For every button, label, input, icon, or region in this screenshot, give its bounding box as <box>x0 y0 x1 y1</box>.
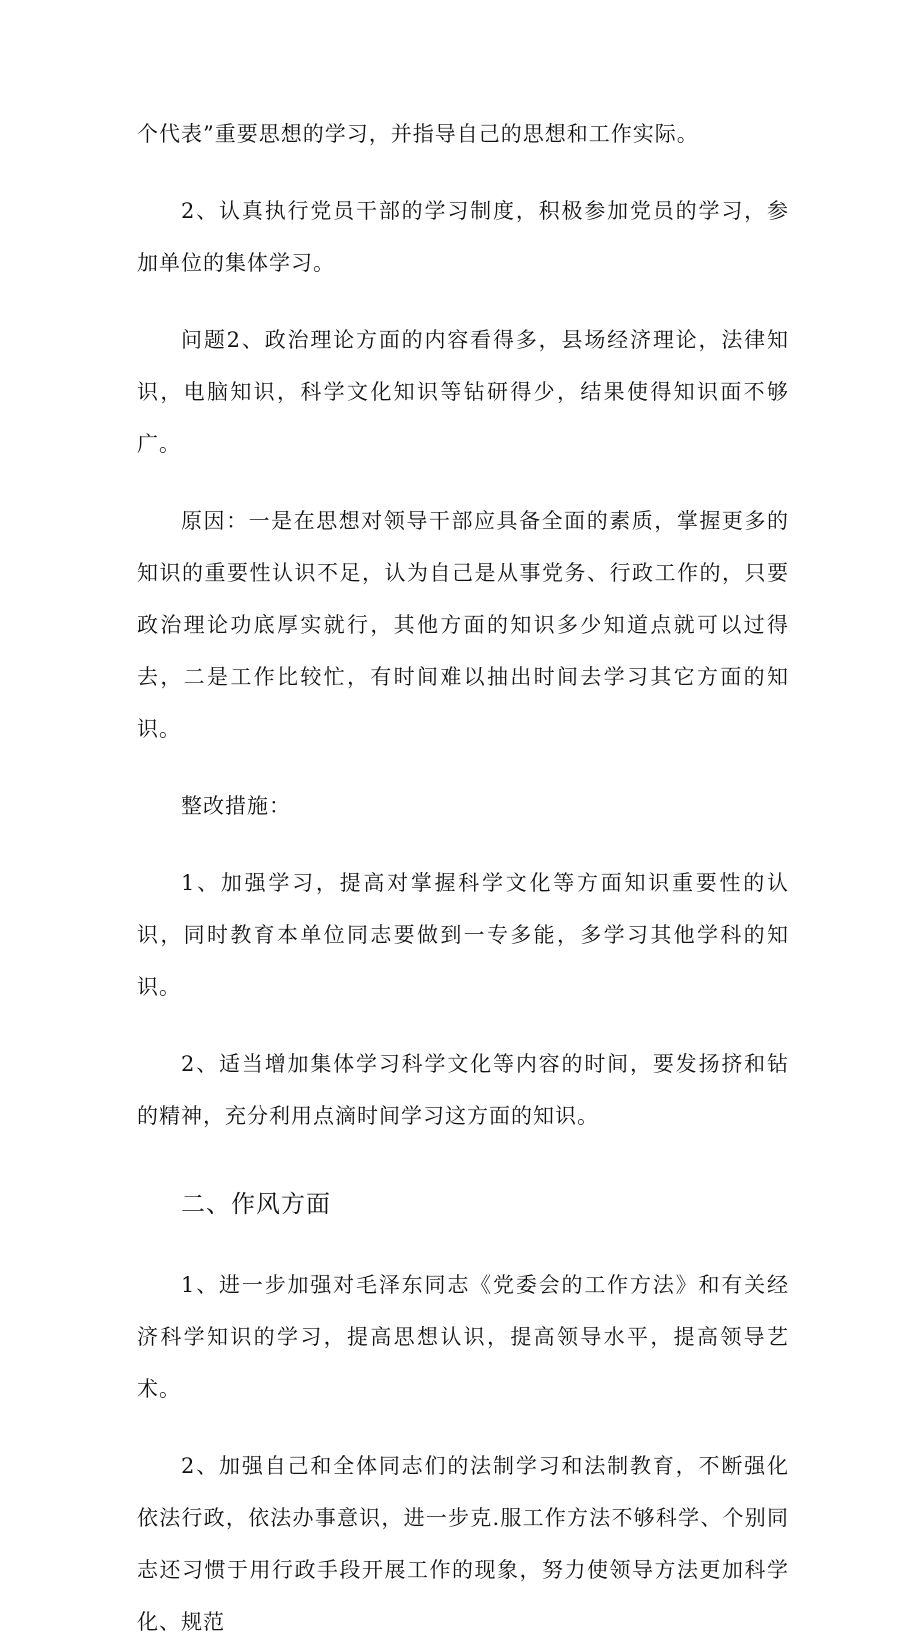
paragraph-rectification-1: 1、加强学习，提高对掌握科学文化等方面知识重要性的认识，同时教育本单位同志要做到一专多能，多学习其他学科的知识。 <box>137 871 789 999</box>
paragraph-rectification-title: 整改措施： <box>181 794 291 818</box>
paragraph-continuation: 个代表”重要思想的学习，并指导自己的思想和工作实际。 <box>137 122 699 146</box>
paragraph-spacer <box>137 832 789 857</box>
paragraph-problem-2: 问题2、政治理论方面的内容看得多，县场经济理论，法律知识，电脑知识，科学文化知识等钻研得少，结果使得知识面不够广。 <box>137 328 789 456</box>
paragraph-work-style-2: 2、加强自己和全体同志们的法制学习和法制教育，不断强化依法行政，依法办事意识，进一步克.服工作方法不够科学、个别同志还习惯于用行政手段开展工作的现象，努力使领导方法更加科学化、规范 <box>137 1454 789 1634</box>
paragraph-work-style-1: 1、进一步加强对毛泽东同志《党委会的工作方法》和有关经济科学知识的学习，提高思想认识，提高领导水平，提高领导艺术。 <box>137 1273 789 1401</box>
paragraph-study-system: 2、认真执行党员干部的学习制度，积极参加党员的学习，参加单位的集体学习。 <box>137 199 789 275</box>
section-spacer <box>137 1142 789 1174</box>
paragraph-spacer <box>137 289 789 314</box>
paragraph-rectification-2: 2、适当增加集体学习科学文化等内容的时间，要发扬挤和钻的精神，充分利用点滴时间学习这方面的知识。 <box>137 1052 789 1128</box>
paragraph-spacer <box>137 755 789 780</box>
paragraph-spacer <box>137 160 789 185</box>
paragraph-spacer <box>137 470 789 495</box>
document-body <box>137 108 789 1648</box>
paragraph-reason: 原因：一是在思想对领导干部应具备全面的素质，掌握更多的知识的重要性认识不足，认为自己是从事党务、行政工作的，只要政治理论功底厚实就行，其他方面的知识多少知道点就可以过得去，二是工作比较忙，有时间难以抽出时间去学习其它方面的知识。 <box>137 509 789 741</box>
paragraph-spacer <box>137 1234 789 1259</box>
paragraph-spacer <box>137 1013 789 1038</box>
paragraph-spacer <box>137 1415 789 1440</box>
section-heading-work-style: 二、作风方面 <box>181 1190 331 1218</box>
